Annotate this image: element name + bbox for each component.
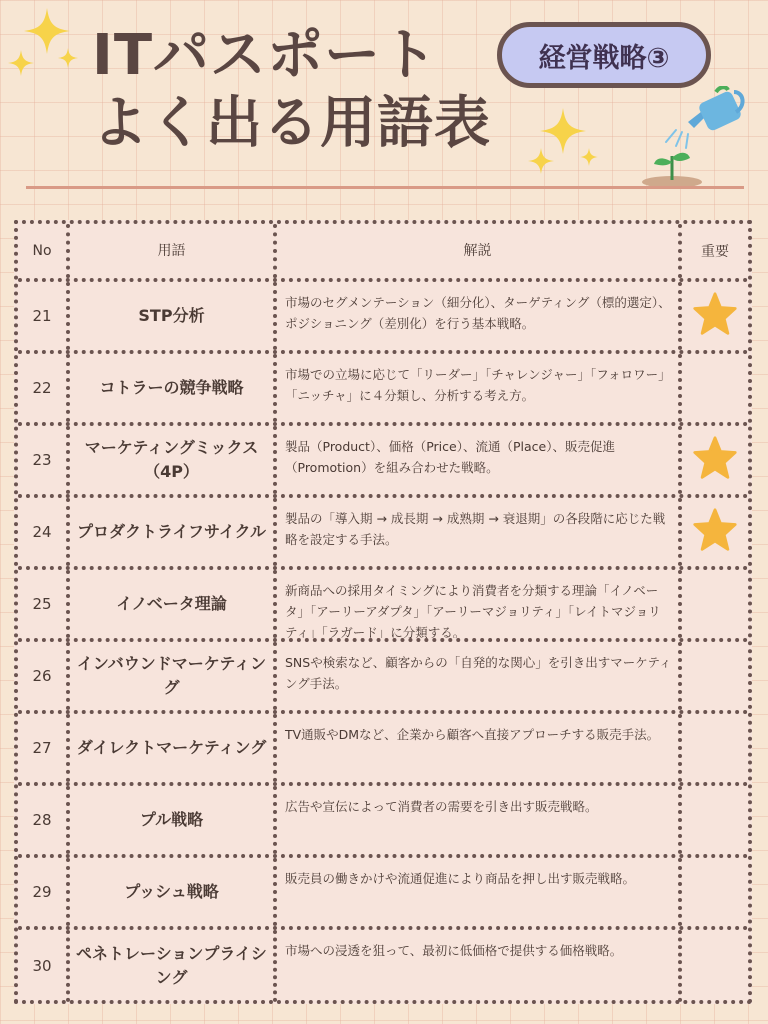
header-important: 重要 — [701, 244, 729, 260]
row-description: 市場のセグメンテーション（細分化）、ターゲティング（標的選定）、ポジショニング（差別化）を行う基本戦略。 — [277, 282, 682, 350]
table-row — [18, 498, 748, 570]
table-row — [18, 786, 748, 858]
row-number: 28 — [18, 786, 70, 854]
row-importance — [682, 426, 748, 494]
title-divider — [26, 186, 744, 189]
row-term: プル戦略 — [70, 786, 277, 854]
title-line2: よく出る用語表 — [92, 91, 491, 156]
row-term: インバウンドマーケティング — [70, 642, 277, 710]
row-importance — [682, 570, 748, 638]
row-description: 市場での立場に応じて「リーダー」「チャレンジャー」「フォロワー」「ニッチャ」に４分類し、分析する考え方。 — [277, 354, 682, 422]
table-row — [18, 642, 748, 714]
row-number: 30 — [18, 930, 70, 1002]
row-description: 製品（Product）、価格（Price）、流通（Place）、販売促進（Promotion）を組み合わせた戦略。 — [277, 426, 682, 494]
row-importance — [682, 786, 748, 854]
table-header-row — [18, 224, 748, 282]
row-term: ダイレクトマーケティング — [70, 714, 277, 782]
star-icon — [692, 291, 738, 341]
sparkle-icon — [528, 148, 554, 174]
row-importance — [682, 714, 748, 782]
row-number: 25 — [18, 570, 70, 638]
watering-can-icon — [636, 86, 746, 186]
header-desc: 解説 — [277, 224, 682, 278]
row-description: TV通販やDMなど、企業から顧客へ直接アプローチする販売手法。 — [277, 714, 682, 782]
row-number: 21 — [18, 282, 70, 350]
row-number: 26 — [18, 642, 70, 710]
row-importance — [682, 858, 748, 926]
row-term: プッシュ戦略 — [70, 858, 277, 926]
sparkle-icon — [580, 148, 598, 166]
row-importance — [682, 930, 748, 1002]
row-number: 29 — [18, 858, 70, 926]
row-number: 23 — [18, 426, 70, 494]
row-number: 22 — [18, 354, 70, 422]
table-row — [18, 714, 748, 786]
star-icon — [692, 435, 738, 485]
header-no: No — [18, 224, 70, 278]
sparkle-icon — [8, 50, 34, 76]
page-title — [92, 22, 491, 158]
row-description: 新商品への採用タイミングにより消費者を分類する理論「イノベータ」「アーリーアダプタ」「アーリーマジョリティ」「レイトマジョリティ」「ラガード」に分類する。 — [277, 570, 682, 638]
row-description: 販売員の働きかけや流通促進により商品を押し出す販売戦略。 — [277, 858, 682, 926]
row-term: マーケティングミックス（4P） — [70, 426, 277, 494]
title-line1: ITパスポート — [92, 23, 439, 88]
row-description: SNSや検索など、顧客からの「自発的な関心」を引き出すマーケティング手法。 — [277, 642, 682, 710]
row-term: プロダクトライフサイクル — [70, 498, 277, 566]
row-description: 製品の「導入期 → 成長期 → 成熟期 → 衰退期」の各段階に応じた戦略を設定する手法。 — [277, 498, 682, 566]
sparkle-icon — [58, 48, 78, 68]
glossary-table — [14, 220, 752, 1004]
row-term: コトラーの競争戦略 — [70, 354, 277, 422]
star-icon — [692, 507, 738, 557]
table-row — [18, 282, 748, 354]
row-importance — [682, 282, 748, 350]
table-row — [18, 930, 748, 1002]
row-importance — [682, 354, 748, 422]
row-number: 27 — [18, 714, 70, 782]
category-badge: 経営戦略③ — [497, 22, 711, 88]
row-description: 広告や宣伝によって消費者の需要を引き出す販売戦略。 — [277, 786, 682, 854]
row-term: ペネトレーションプライシング — [70, 930, 277, 1002]
row-term: イノベータ理論 — [70, 570, 277, 638]
row-term: STP分析 — [70, 282, 277, 350]
row-description: 市場への浸透を狙って、最初に低価格で提供する価格戦略。 — [277, 930, 682, 1002]
row-number: 24 — [18, 498, 70, 566]
row-importance — [682, 498, 748, 566]
table-row — [18, 570, 748, 642]
row-importance — [682, 642, 748, 710]
header-term: 用語 — [70, 224, 277, 278]
table-row — [18, 426, 748, 498]
table-row — [18, 858, 748, 930]
table-row — [18, 354, 748, 426]
